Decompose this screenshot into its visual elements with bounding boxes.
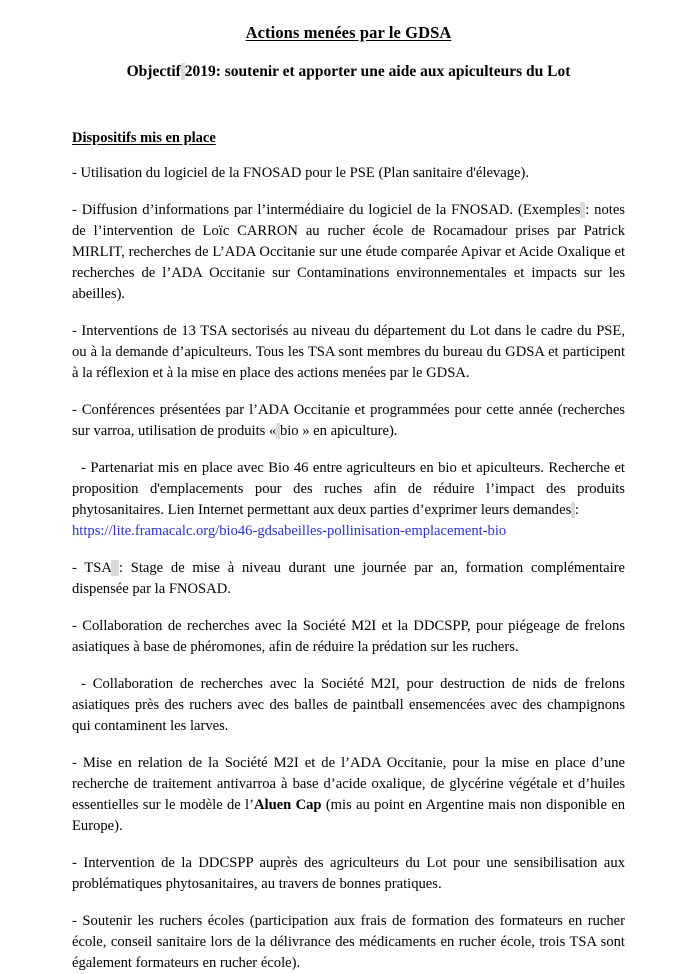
paragraph-aluen-part1: - Mise en relation de la Société M2I et de l’ADA Occitanie, pour la mise en place d’une recherche de traitement antivarroa à base d’acide oxalique, de glycérine végétale et d’huiles essentielles sur le modèle de l’ <box>72 755 625 813</box>
paragraph-diffusion-part1: - Diffusion d’informations par l’intermédiaire du logiciel de la FNOSAD. (Exemples <box>72 202 581 218</box>
paragraph-logiciel-fnosad: - Utilisation du logiciel de la FNOSAD pour le PSE (Plan sanitaire d'élevage). <box>72 165 529 181</box>
paragraph-soutenir-ruchers-ecoles: - Soutenir les ruchers écoles (participation aux frais de formation des formateurs en rucher école, conseil sanitaire lors de la délivrance des médicaments en rucher école, trois TSA sont également formateurs en rucher école). <box>72 913 625 971</box>
section-heading-dispositifs: Dispositifs mis en place <box>72 130 216 146</box>
document-content <box>72 0 625 974</box>
document-subtitle-suffix: 2019: soutenir et apporter une aide aux apiculteurs du Lot <box>184 63 571 80</box>
paragraph-partenariat-part2: : <box>574 502 579 518</box>
paragraph-interventions-tsa: - Interventions de 13 TSA sectorisés au niveau du département du Lot dans le cadre du PSE, ou à la demande d’apiculteurs. Tous les TSA sont membres du bureau du GDSA et participent à la réflexion et à la mise en place des actions menées par le GDSA. <box>72 323 625 381</box>
paragraph-collaboration-nids: - Collaboration de recherches avec la Société M2I, pour destruction de nids de frelons asiatiques près des ruchers avec des balles de paintball ensemencées avec des champignons qui contaminent les larves. <box>72 676 625 734</box>
paragraph-conferences-ada <box>72 384 625 442</box>
document-subtitle-prefix: Objectif <box>126 63 181 80</box>
paragraph-conferences-part2: bio » en apiculture). <box>279 423 398 439</box>
paragraph-conferences-part1: - Conférences présentées par l’ADA Occitanie et programmées pour cette année (recherches sur varroa, utilisation de produits « <box>72 402 625 439</box>
document-subtitle <box>72 43 625 81</box>
paragraph-tsa-stage <box>72 542 625 600</box>
paragraph-diffusion-part2: : notes de l’intervention de Loïc CARRON au rucher école de Rocamadour prises par Patrick MIRLIT, recherches de L’ADA Occitanie sur une étude comparée Apivar et Acide Oxalique et recherches de l’ADA Occitanie sur Contaminations environnementales et impacts sur les abeilles). <box>72 202 625 302</box>
document-title <box>72 0 625 43</box>
aluen-cap-bold: Aluen Cap <box>253 797 322 813</box>
paragraph-aluen-part2: (mis au point en Argentine mais non disponible en Europe). <box>72 797 626 834</box>
paragraph-diffusion-informations <box>72 184 625 305</box>
paragraph-partenariat-bio46 <box>72 442 625 542</box>
shaded-space <box>111 560 119 576</box>
document-title-text: Actions menées par le GDSA <box>245 23 452 42</box>
framacalc-link[interactable]: https://lite.framacalc.org/bio46-gdsabeilles-pollinisation-emplacement-bio <box>72 523 507 539</box>
paragraph-tsa-part2: : Stage de mise à niveau durant une journée par an, formation complémentaire dispensée par la FNOSAD. <box>72 560 625 597</box>
paragraph-tsa-part1: - TSA <box>72 560 112 576</box>
paragraph-collaboration-ddcspp: - Collaboration de recherches avec la Société M2I et la DDCSPP, pour piégeage de frelons asiatiques à base de phéromones, afin de réduire la prédation sur les ruchers. <box>72 618 625 655</box>
paragraph-mise-en-relation-m2i <box>72 737 625 837</box>
paragraph-intervention-ddcspp: - Intervention de la DDCSPP auprès des agriculteurs du Lot pour une sensibilisation aux problématiques phytosanitaires, au travers de bonnes pratiques. <box>72 855 625 892</box>
paragraph-partenariat-part1: - Partenariat mis en place avec Bio 46 entre agriculteurs en bio et apiculteurs. Recherche et proposition d'emplacements pour des ruches afin de réduire l’impact des produits phytosanitaires. Lien Internet permettant aux deux parties d’exprimer leurs demandes <box>72 460 625 518</box>
